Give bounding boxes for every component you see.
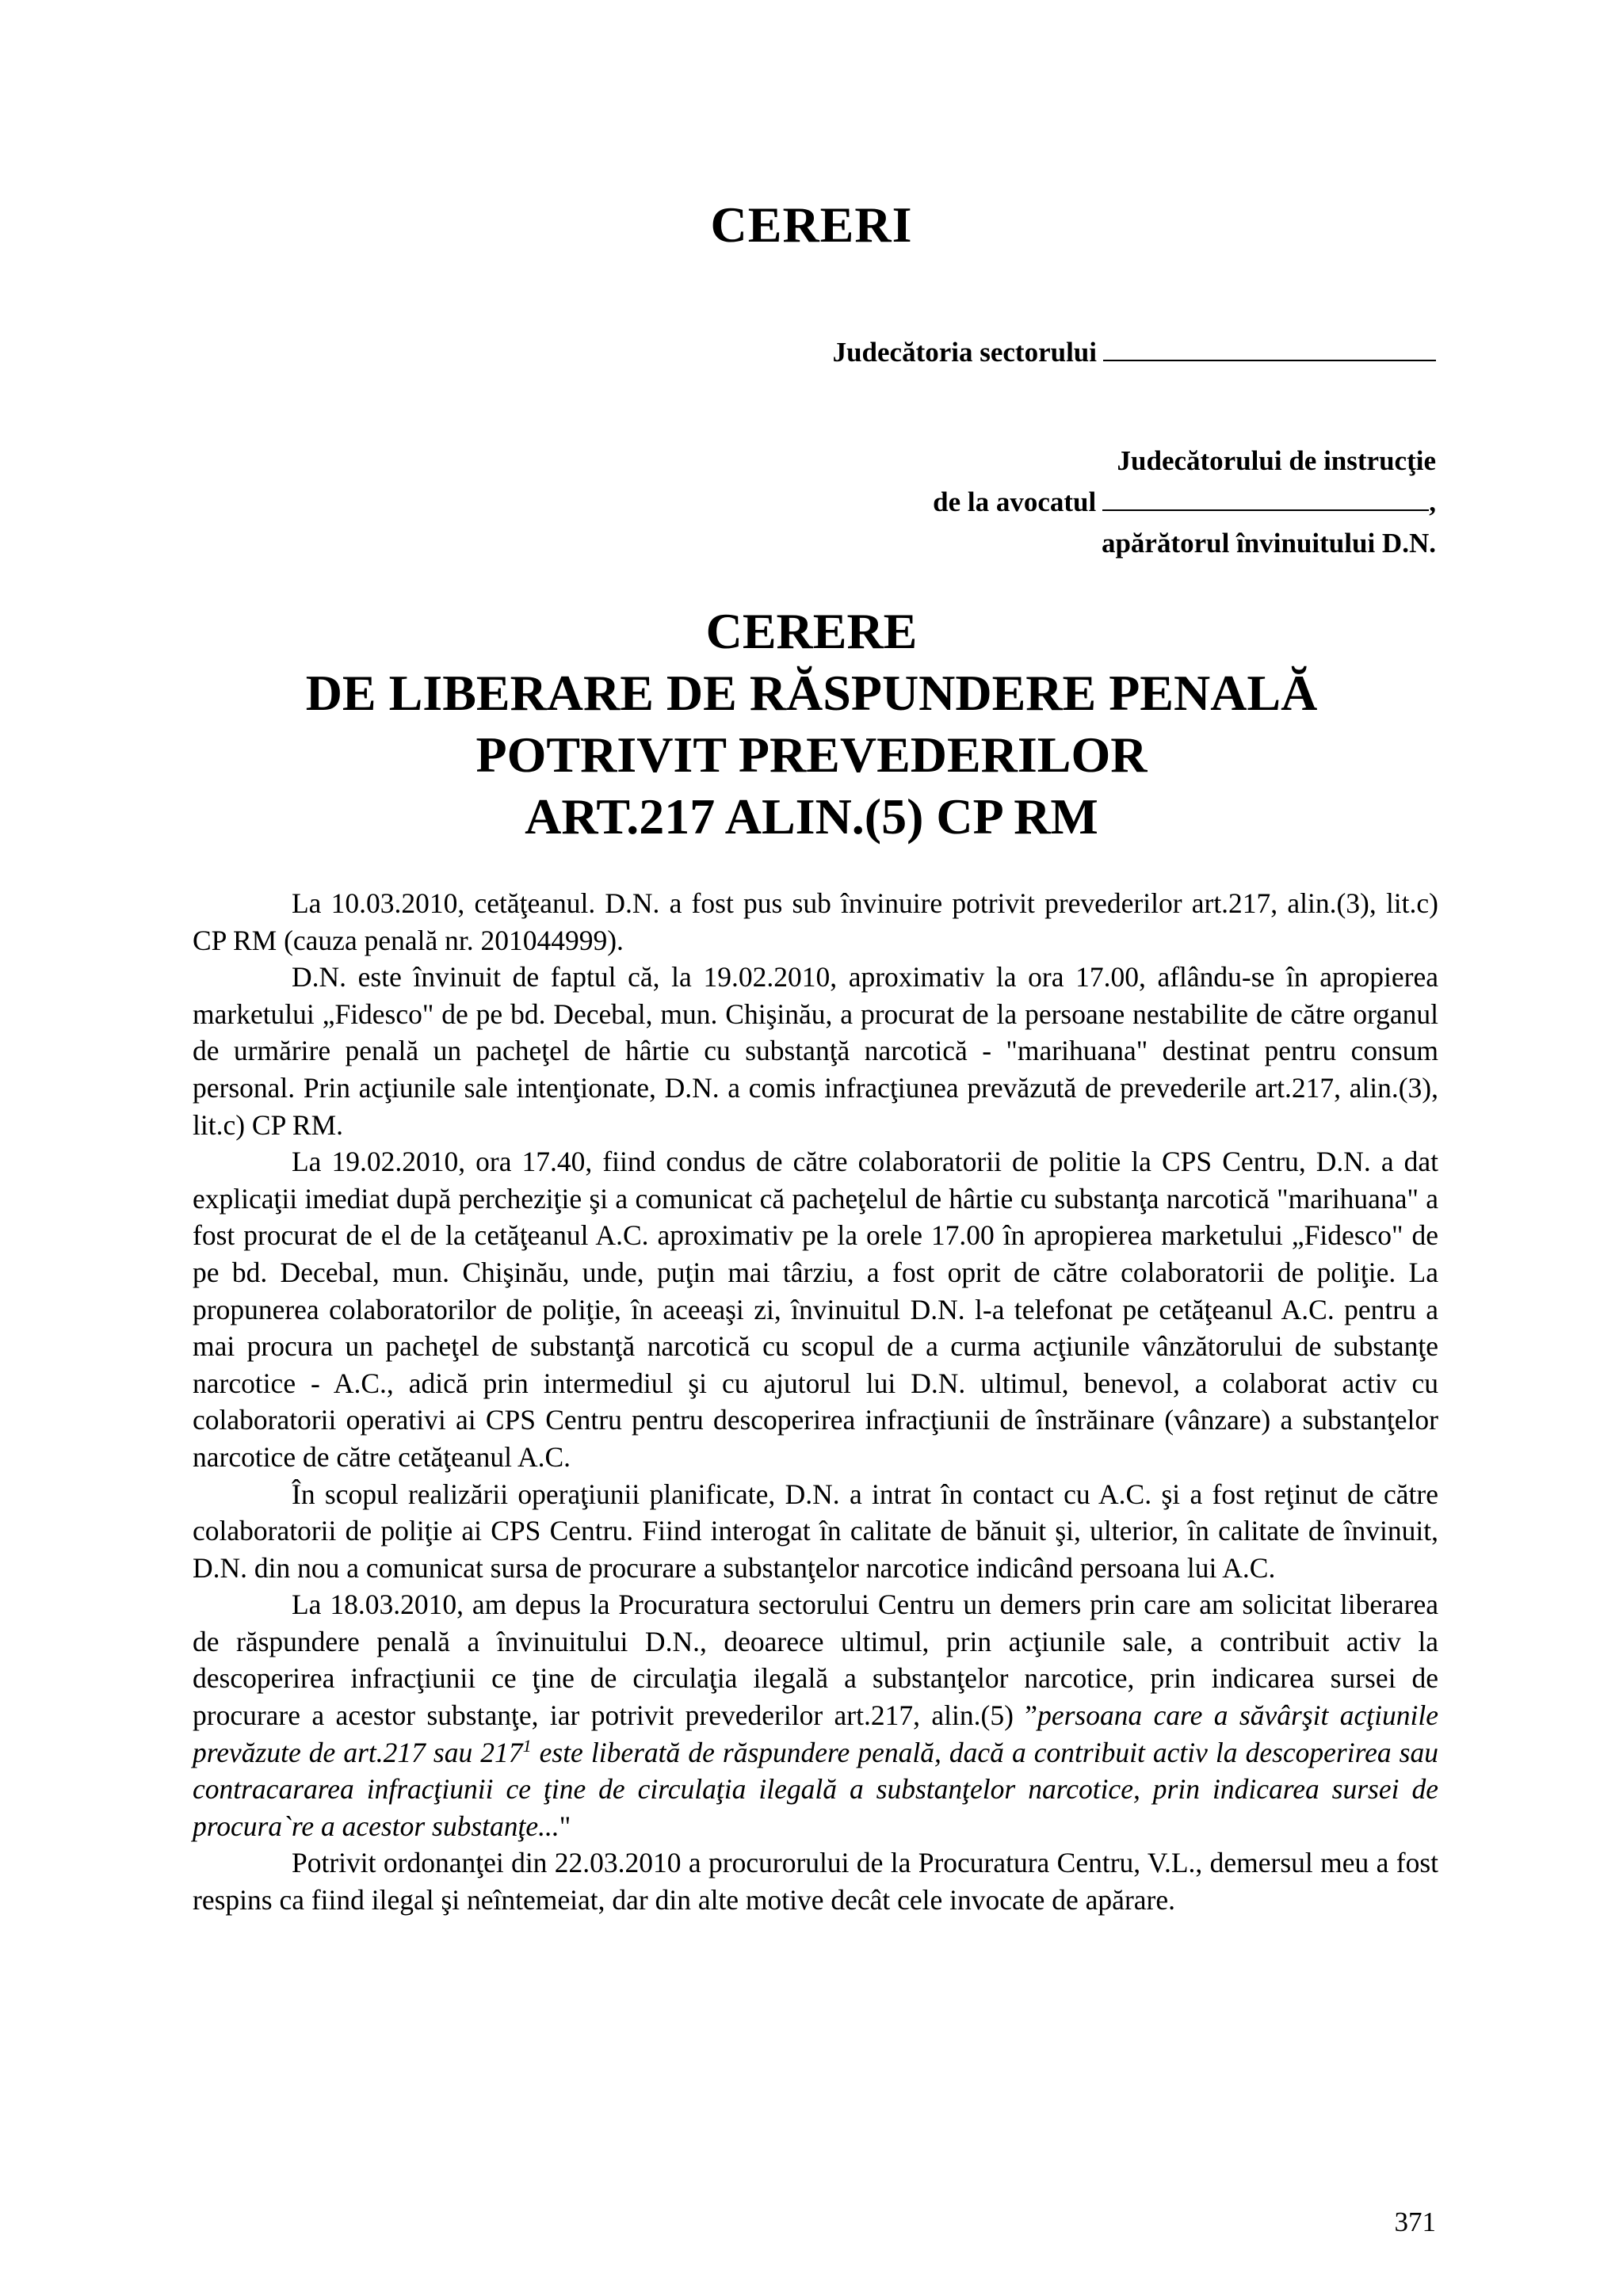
paragraph-5: [193, 1586, 1438, 1844]
addressee-defender: apărătorul învinuitului D.N.: [1101, 528, 1436, 559]
document-title-line-3: POTRIVIT PREVEDERILOR: [475, 727, 1148, 783]
document-title-line-4: ART.217 ALIN.(5) CP RM: [525, 788, 1098, 845]
paragraph-5-intro: La 18.03.2010, am depus la Procuratura sectorului Centru un demers prin care am solicitat liberarea de răspundere penală a învinuitului D.N., deoarece ultimul, prin acţiunile sale, a contribuit activ la descoperirea infracţiunii ce ţine de circulaţia ilegală a substanţelor narcotice, prin indicarea sursei de procurare a acestor substanţe, iar potrivit prevederilor art.217, alin.(5) ”: [193, 1589, 1438, 1732]
addressee-lawyer-line: [933, 482, 1436, 523]
legal-quote-part-2: este liberată de răspundere penală, dacă a contribuit activ la descoperirea sau contracararea infracţiunii ce ţine de circulaţia ilegală a substanţelor narcotice, prin indicarea sursei de procura`re a acestor substanţe...: [193, 1736, 1438, 1842]
paragraph-3: La 19.02.2010, ora 17.40, fiind condus de către colaboratorii de politie la CPS Centru, D.N. a dat explicaţii imediat după percheziţie şi a comunicat că pacheţelul de hârtie cu substanţa narcotică "marihuana" a fost procurat de el de la cetăţeanul A.C. aproximativ pe la orele 17.00 în apropierea marketului „Fidesco" de pe bd. Decebal, mun. Chişinău, unde, puţin mai târziu, a fost oprit de către colaboratorii de poliţie. La propunerea colaboratorilor de poliţie, în aceeaşi zi, învinuitul D.N. l-a telefonat pe cetăţeanul A.C. pentru a mai procura un pacheţel de substanţă narcotică cu scopul de a curma acţiunile vânzătorului de substanţe narcotice - A.C., adică prin intermediul şi cu ajutorul lui D.N. ultimul, benevol, a colaborat activ cu colaboratorii operativi ai CPS Centru pentru descoperirea infracţiunii de înstrăinare (vânzare) a substanţelor narcotice de către cetăţeanul A.C.: [193, 1146, 1438, 1473]
paragraph-6: Potrivit ordonanţei din 22.03.2010 a procurorului de la Procuratura Centru, V.L., demersul meu a fost respins ca fiind ilegal şi neîntemeiat, dar din alte motive decât cele invocate de apărare.: [193, 1847, 1438, 1917]
court-blank-line: [1103, 334, 1436, 361]
legal-quote-part-1: persoana care a săvârşit acţiunile prevăzute de art.217 sau 217: [193, 1699, 1438, 1768]
paragraph-1: La 10.03.2010, cetăţeanul. D.N. a fost pus sub învinuire potrivit prevederilor art.217, alin.(3), lit.c) CP RM (cauza penală nr. 201044999).: [193, 887, 1438, 956]
court-line: [833, 333, 1436, 372]
paragraph-2: D.N. este învinuit de faptul că, la 19.02.2010, aproximativ la ora 17.00, aflându-se în apropierea marketului „Fidesco" de pe bd. Decebal, mun. Chişinău, a procurat de la persoane nestabilite de către organul de urmărire penală un pacheţel de hârtie cu substanţă narcotică - "marihuana" destinat pentru consum personal. Prin acţiunile sale intenţionate, D.N. a comis infracţiunea prevăzută de prevederile art.217, alin.(3), lit.c) CP RM.: [193, 961, 1438, 1141]
addressee-judge: Judecătorului de instrucţie: [1117, 445, 1436, 476]
section-title: CERERI: [710, 196, 913, 253]
court-label: Judecătoria sectorului: [832, 337, 1097, 368]
document-title-line-2: DE LIBERARE DE RĂSPUNDERE PENALĂ: [305, 665, 1318, 721]
legal-quote-superscript: 1: [522, 1735, 532, 1756]
lawyer-label: de la avocatul: [933, 486, 1097, 517]
page-number: 371: [1394, 2206, 1436, 2237]
lawyer-blank-line: [1102, 484, 1429, 511]
paragraph-4: În scopul realizării operaţiunii planificate, D.N. a intrat în contact cu A.C. şi a fost reţinut de către colaboratorii de poliţie ai CPS Centru. Fiind interogat în calitate de bănuit şi, ulterior, în calitate de învinuit, D.N. din nou a comunicat sursa de procurare a substanţelor narcotice indicând persoana lui A.C.: [193, 1478, 1438, 1584]
lawyer-suffix: ,: [1429, 486, 1436, 517]
document-body: [193, 885, 1438, 1919]
addressee-block: [933, 441, 1436, 564]
paragraph-5-end: ": [559, 1810, 571, 1842]
document-title-line-1: CERERE: [705, 603, 918, 659]
document-title: [0, 601, 1623, 848]
